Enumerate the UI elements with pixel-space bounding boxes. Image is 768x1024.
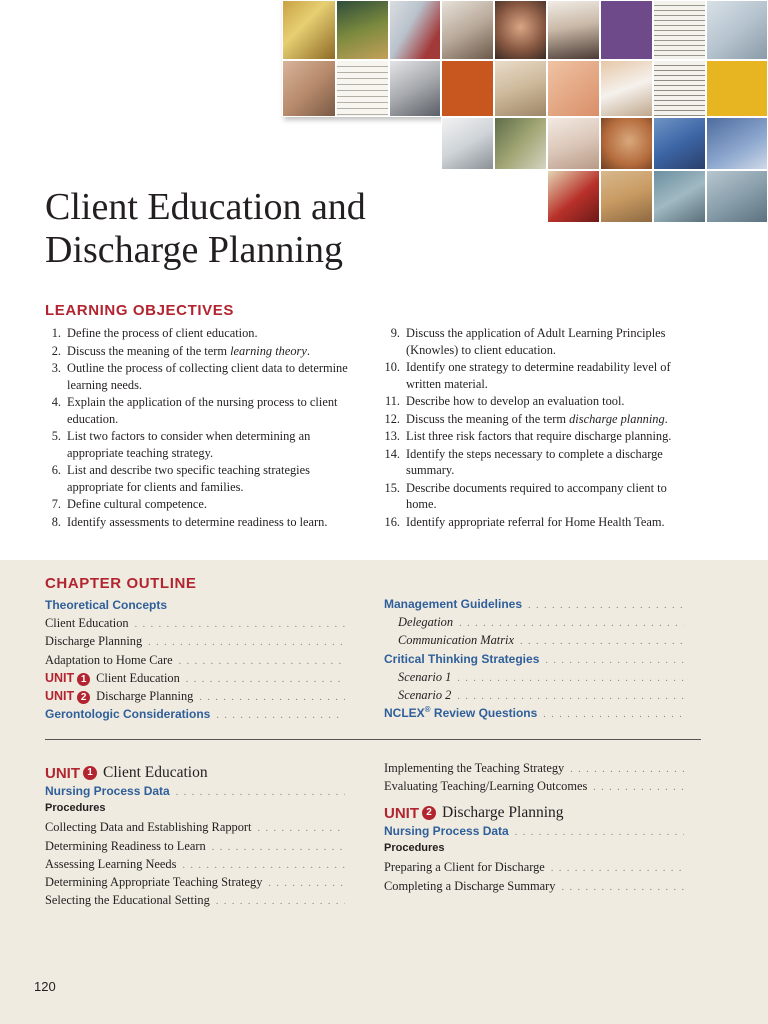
page-title [45, 186, 366, 272]
objective-item [45, 325, 365, 342]
photo-tile [494, 0, 547, 60]
outline-row [45, 598, 345, 616]
procedure-entry: Selecting the Educational Setting [45, 893, 210, 908]
objective-text: Explain the application of the nursing process to client education. [67, 395, 338, 426]
objective-text: Discuss the application of Adult Learning Principles (Knowles) to client education. [406, 326, 666, 357]
procedure-entry: Assessing Learning Needs [45, 856, 177, 871]
outline-entry: Gerontologic Considerations [45, 707, 211, 722]
unit-number-badge: 2 [77, 691, 90, 704]
objective-number: 14. [384, 446, 400, 461]
unit-title: Discharge Planning [442, 804, 564, 821]
objective-text: Define the process of client education. [67, 326, 258, 340]
objective-text: Identify assessments to determine readiness to learn. [67, 514, 328, 529]
unit-label: UNIT [45, 764, 80, 782]
outline-row [45, 653, 345, 671]
title-line-1: Client Education and [45, 186, 366, 228]
procedure-entry: Determining Readiness to Learn [45, 838, 206, 853]
procedure-entry: Collecting Data and Establishing Rapport [45, 820, 252, 835]
photo-tile [282, 60, 336, 117]
procedure-row [384, 779, 684, 797]
procedures-label: Procedures [384, 842, 445, 855]
outline-entry: Scenario 2 [398, 687, 452, 702]
objective-number: 8. [51, 514, 61, 529]
unit-label: UNIT [45, 688, 75, 703]
procedure-row [384, 860, 684, 878]
outline-row [384, 652, 684, 670]
nursing-process-label: Nursing Process Data [45, 784, 170, 798]
objective-number: 12. [384, 411, 400, 426]
photo-tile [389, 0, 441, 60]
objective-item [384, 411, 684, 428]
unit-number-badge: 2 [422, 806, 436, 820]
outline-entry: Management Guidelines [384, 597, 523, 611]
outline-row [45, 707, 345, 725]
photo-tile [441, 0, 494, 60]
photo-tile [547, 117, 600, 170]
objective-item [45, 428, 365, 461]
photo-tile [706, 0, 768, 60]
procedure-row [384, 761, 684, 779]
photo-tile [600, 117, 653, 170]
procedures-row [384, 842, 684, 860]
objective-item [45, 496, 365, 513]
objective-item [45, 462, 365, 495]
photo-tile [547, 170, 600, 223]
page-number: 120 [34, 979, 56, 994]
chapter-outline-right [384, 597, 684, 724]
objective-number: 1. [51, 326, 61, 340]
objective-text-part: Discuss the meaning of the term [406, 411, 570, 426]
photo-tile [336, 0, 389, 60]
objective-item [384, 359, 684, 392]
objective-text: Define cultural competence. [67, 497, 208, 511]
outline-entry: Theoretical Concepts [45, 598, 168, 612]
unit-label: UNIT [384, 804, 419, 822]
objective-item [45, 394, 365, 427]
outline-row [45, 671, 345, 689]
procedure-row [45, 820, 345, 838]
outline-entry: Discharge Planning [45, 634, 143, 649]
objective-item [384, 514, 684, 531]
photo-tile [706, 117, 768, 170]
procedure-entry: Preparing a Client for Discharge [384, 860, 545, 875]
title-line-2: Discharge Planning [45, 229, 343, 271]
learning-objectives-heading: LEARNING OBJECTIVES [45, 302, 234, 319]
photo-tile [389, 60, 441, 117]
photo-tile [494, 117, 547, 170]
objective-text: Describe documents required to accompany client to home. [406, 480, 667, 511]
registered-mark: ® [424, 706, 431, 715]
photo-tile [336, 60, 389, 117]
outline-row [45, 616, 345, 634]
objective-number: 6. [51, 463, 61, 477]
unit-number-badge: 1 [83, 766, 97, 780]
objective-text-part: . [306, 343, 310, 358]
procedure-row [384, 879, 684, 897]
unit-1-contents-continued [384, 761, 684, 797]
outline-entry-part: NCLEX [384, 706, 425, 721]
objective-item [384, 428, 684, 445]
outline-entry: Client Education [45, 616, 129, 631]
outline-row [384, 706, 684, 724]
objective-item [45, 343, 365, 360]
objective-number: 15. [384, 480, 400, 495]
objective-text-part: Discuss the meaning of the term [67, 343, 231, 358]
procedure-row [45, 839, 345, 857]
unit-label: UNIT [45, 670, 75, 685]
unit-title: Discharge Planning [96, 688, 194, 703]
outline-row [384, 670, 684, 688]
section-divider [45, 739, 701, 740]
unit-number-badge: 1 [77, 673, 90, 686]
photo-tile [706, 170, 768, 223]
procedure-row [45, 893, 345, 911]
objective-text: Outline the process of collecting client data to determine learning needs. [67, 361, 348, 392]
objective-term: learning theory [230, 343, 307, 358]
outline-row [45, 634, 345, 652]
objective-item [384, 446, 684, 479]
objective-text: List three risk factors that require discharge planning. [406, 429, 672, 443]
photo-tile [600, 170, 653, 223]
outline-entry: Critical Thinking Strategies [384, 651, 540, 666]
learning-objectives-right [384, 325, 684, 531]
unit-title: Client Education [96, 670, 180, 685]
objective-item [45, 514, 365, 531]
unit-2-heading [384, 804, 564, 822]
objective-text [406, 411, 684, 428]
objective-item [45, 360, 365, 393]
unit-title: Client Education [103, 764, 208, 781]
outline-row [384, 688, 684, 706]
procedure-entry: Completing a Discharge Summary [384, 878, 556, 893]
learning-objectives-left [45, 325, 365, 531]
procedures-label: Procedures [45, 802, 106, 815]
objective-text: Identify the steps necessary to complete a discharge summary. [406, 446, 663, 477]
objective-number: 7. [51, 497, 61, 511]
procedure-row [45, 875, 345, 893]
photo-tile [600, 0, 653, 60]
outline-unit-entry [45, 689, 193, 704]
photo-tile [547, 60, 600, 117]
outline-row [384, 615, 684, 633]
objective-text: List and describe two specific teaching strategies appropriate for clients and families. [67, 463, 310, 494]
outline-entry: Communication Matrix [398, 633, 514, 648]
photo-tile [282, 0, 336, 60]
outline-entry: Adaptation to Home Care [45, 652, 173, 667]
outline-entry-part: Review Questions [430, 706, 538, 721]
objective-term: discharge planning [569, 411, 665, 426]
photo-tile [706, 60, 768, 117]
photo-tile [653, 60, 706, 117]
photo-tile [653, 117, 706, 170]
photo-tile [441, 117, 494, 170]
outline-row [45, 689, 345, 707]
photo-tile [600, 60, 653, 117]
objective-number: 9. [390, 326, 400, 340]
objective-text [67, 343, 365, 360]
objective-text: Identify one strategy to determine readability level of written material. [406, 360, 671, 391]
procedure-entry: Implementing the Teaching Strategy [384, 761, 565, 775]
objective-number: 5. [51, 429, 61, 443]
objective-number: 10. [384, 360, 400, 374]
objective-number: 13. [384, 429, 400, 443]
objective-item [384, 480, 684, 513]
procedure-entry: Evaluating Teaching/Learning Outcomes [384, 779, 588, 794]
procedure-row [45, 857, 345, 875]
procedures-row [45, 802, 345, 820]
objective-number: 16. [384, 514, 400, 529]
unit-1-heading [45, 764, 208, 782]
objective-item [384, 393, 684, 410]
photo-tile [547, 0, 600, 60]
photo-tile [494, 60, 547, 117]
objective-number: 4. [51, 395, 61, 409]
outline-entry [384, 706, 537, 720]
objective-number: 11. [384, 394, 400, 408]
objective-text: Identify appropriate referral for Home Health Team. [406, 514, 665, 529]
nursing-process-row [384, 824, 684, 842]
unit-1-contents [45, 784, 345, 911]
unit-2-contents [384, 824, 684, 897]
nursing-process-row [45, 784, 345, 802]
objective-number: 2. [51, 343, 61, 358]
outline-unit-entry [45, 671, 180, 686]
outline-row [384, 633, 684, 651]
objective-text: List two factors to consider when determining an appropriate teaching strategy. [67, 429, 311, 460]
outline-entry: Delegation [398, 615, 454, 630]
photo-tile [441, 60, 494, 117]
chapter-outline-heading: CHAPTER OUTLINE [45, 575, 197, 592]
objective-number: 3. [51, 361, 61, 375]
procedure-entry: Determining Appropriate Teaching Strategy [45, 874, 263, 889]
outline-entry: Scenario 1 [398, 669, 452, 684]
objective-item [384, 325, 684, 358]
photo-tile [653, 0, 706, 60]
nursing-process-label: Nursing Process Data [384, 824, 509, 838]
objective-text-part: . [664, 411, 668, 426]
outline-row [384, 597, 684, 615]
photo-tile [653, 170, 706, 223]
objective-text: Describe how to develop an evaluation tool. [406, 394, 625, 408]
chapter-outline-left [45, 598, 345, 725]
